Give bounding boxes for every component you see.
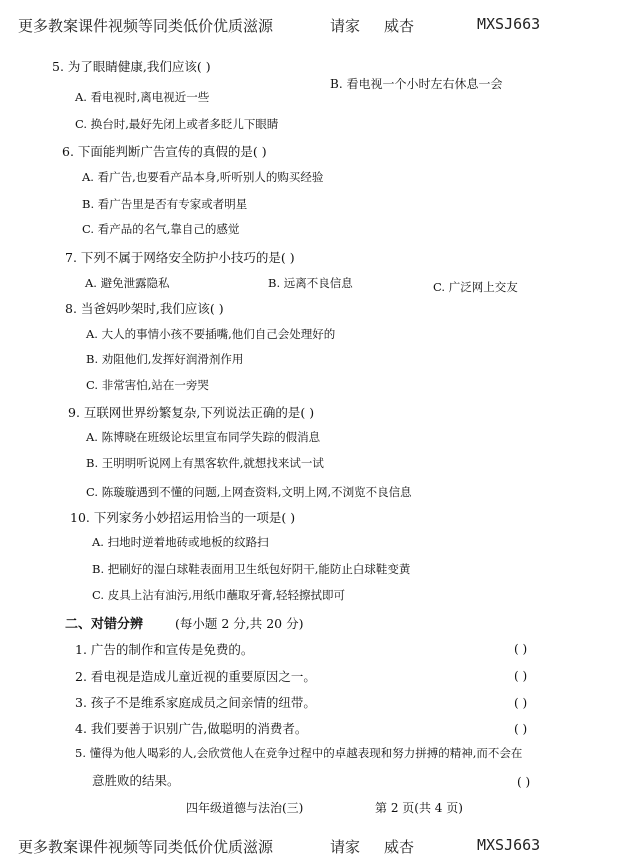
section-2-title: 二、对错分辨	[65, 617, 144, 632]
judgement-item-1: 1. 广告的制作和宣传是免费的。	[75, 642, 254, 657]
bottom-banner-name-text: 威杏	[384, 838, 415, 856]
judgement-item-3: 3. 孩子不是维系家庭成员之间亲情的纽带。	[75, 695, 316, 710]
judgement-item-3-answer-blank[interactable]: ( )	[514, 696, 528, 710]
judgement-item-2-answer-blank[interactable]: ( )	[514, 669, 528, 683]
footer-page-number: 第 2 页(共 4 页)	[375, 801, 463, 815]
judgement-item-4: 4. 我们要善于识别广告,做聪明的消费者。	[75, 721, 308, 736]
question-8-option-c: C. 非常害怕,站在一旁哭	[86, 378, 209, 392]
question-9-option-c: C. 陈璇璇遇到不懂的问题,上网查资料,文明上网,不浏览不良信息	[86, 485, 412, 499]
question-5-option-a: A. 看电视时,离电视近一些	[75, 90, 210, 104]
footer-subject: 四年级道德与法治(三)	[186, 801, 304, 815]
question-6-stem: 6. 下面能判断广告宣传的真假的是( )	[62, 144, 267, 159]
banner-please-text: 请家	[330, 17, 361, 35]
question-7-option-a: A. 避免泄露隐私	[85, 276, 170, 290]
question-8-option-b: B. 劝阻他们,发挥好润滑剂作用	[86, 352, 244, 366]
question-9-stem: 9. 互联网世界纷繁复杂,下列说法正确的是( )	[68, 405, 315, 420]
judgement-item-2: 2. 看电视是造成儿童近视的重要原因之一。	[75, 669, 316, 684]
question-5-option-b: B. 看电视一个小时左右休息一会	[330, 77, 503, 91]
question-6-option-c: C. 看产品的名气,靠自己的感觉	[82, 222, 240, 236]
question-5-stem: 5. 为了眼睛健康,我们应该( )	[52, 59, 211, 74]
question-7-option-b: B. 远离不良信息	[268, 276, 353, 290]
judgement-item-5-answer-blank[interactable]: ( )	[517, 775, 531, 789]
bottom-banner-code-text: MXSJ663	[477, 836, 541, 854]
question-10-stem: 10. 下列家务小妙招运用恰当的一项是( )	[70, 510, 296, 525]
banner-ad-text: 更多教案课件视频等同类低价优质滋源	[18, 17, 274, 35]
judgement-item-5-continuation: 意胜败的结果。	[92, 773, 180, 788]
bottom-banner-ad-text: 更多教案课件视频等同类低价优质滋源	[18, 838, 274, 856]
question-8-option-a: A. 大人的事情小孩不要插嘴,他们自己会处理好的	[86, 327, 336, 341]
question-6-option-b: B. 看广告里是否有专家或者明星	[82, 197, 248, 211]
question-9-option-b: B. 王明明听说网上有黑客软件,就想找来试一试	[86, 456, 324, 470]
question-8-stem: 8. 当爸妈吵架时,我们应该( )	[65, 301, 224, 316]
bottom-banner-please-text: 请家	[330, 838, 361, 856]
judgement-item-5: 5. 懂得为他人喝彩的人,会欣赏他人在竞争过程中的卓越表现和努力拼搏的精神,而不会在	[75, 746, 523, 760]
question-9-option-a: A. 陈博晓在班级论坛里宣布同学失踪的假消息	[86, 430, 321, 444]
banner-name-text: 威杏	[384, 17, 415, 35]
banner-code-text: MXSJ663	[477, 15, 541, 33]
question-10-option-a: A. 扫地时逆着地砖或地板的纹路扫	[92, 535, 269, 549]
section-2-note: (每小题 2 分,共 20 分)	[175, 616, 304, 631]
question-7-option-c: C. 广泛网上交友	[433, 280, 518, 294]
judgement-item-4-answer-blank[interactable]: ( )	[514, 722, 528, 736]
judgement-item-1-answer-blank[interactable]: ( )	[514, 642, 528, 656]
question-10-option-b: B. 把刷好的湿白球鞋表面用卫生纸包好阴干,能防止白球鞋变黄	[92, 562, 411, 576]
question-7-stem: 7. 下列不属于网络安全防护小技巧的是( )	[65, 250, 295, 265]
question-10-option-c: C. 皮具上沾有油污,用纸巾蘸取牙膏,轻轻擦拭即可	[92, 588, 346, 602]
question-6-option-a: A. 看广告,也要看产品本身,听听别人的购买经验	[82, 170, 324, 184]
question-5-option-c: C. 换台时,最好先闭上或者多眨儿下眼睛	[75, 117, 279, 131]
